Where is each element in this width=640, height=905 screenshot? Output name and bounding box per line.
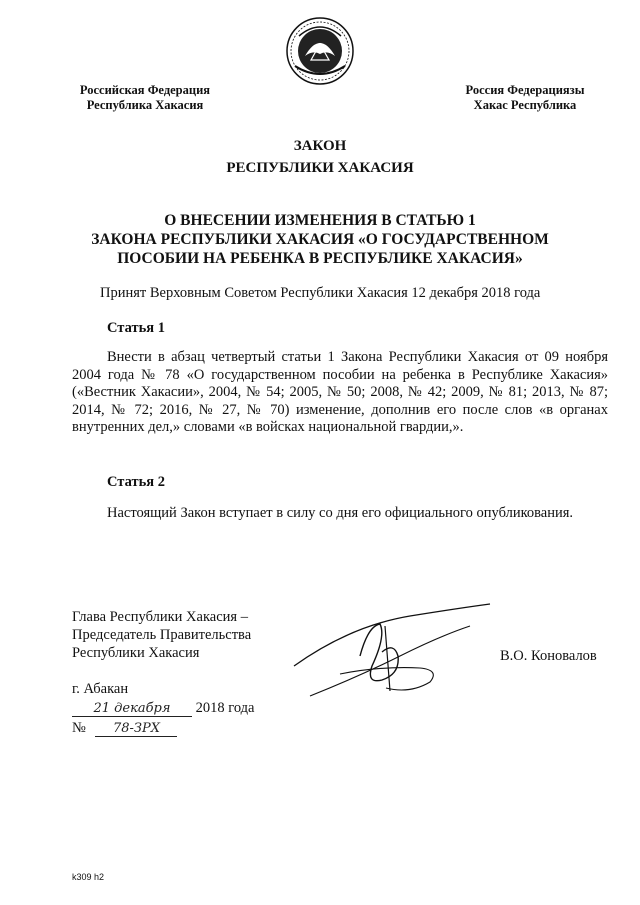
- date-line: [72, 700, 254, 717]
- title-line1: О ВНЕСЕНИИ ИЗМЕНЕНИЯ В СТАТЬЮ 1: [164, 212, 476, 229]
- date-year: 2018 года: [195, 700, 255, 716]
- coat-of-arms-emblem: [285, 16, 355, 86]
- place-of-signing: г. Абакан: [72, 681, 129, 697]
- header-right-line1: Россия Федерациязы: [465, 83, 585, 97]
- article2-heading: Статья 2: [107, 474, 165, 490]
- signer-line3: Республики Хакасия: [72, 645, 200, 661]
- article1-heading: Статья 1: [107, 320, 165, 336]
- title-line2: ЗАКОНА РЕСПУБЛИКИ ХАКАСИЯ «О ГОСУДАРСТВЕННОМ: [91, 231, 549, 248]
- footer-code: k309 h2: [72, 872, 105, 882]
- header-left-line1: Российская Федерация: [79, 83, 211, 97]
- document-title: [80, 211, 560, 268]
- signer-line2: Председатель Правительства: [72, 627, 252, 643]
- number-prefix: №: [72, 720, 86, 736]
- signer-title: [72, 608, 251, 662]
- law-subheading: РЕСПУБЛИКИ ХАКАСИЯ: [226, 160, 414, 176]
- header-left: [60, 83, 230, 113]
- article2-text: Настоящий Закон вступает в силу со дня его официального опубликования.: [107, 505, 574, 521]
- adoption-note: Принят Верховным Советом Республики Хакасия 12 декабря 2018 года: [100, 285, 541, 301]
- law-heading: ЗАКОН: [293, 138, 347, 154]
- signer-name: В.О. Коновалов: [500, 648, 597, 664]
- number-line: [72, 720, 177, 737]
- signer-line1: Глава Республики Хакасия –: [72, 609, 248, 625]
- header-right-line2: Хакас Республика: [473, 98, 577, 112]
- handwritten-date: 21 декабря: [72, 701, 192, 717]
- title-line3: ПОСОБИИ НА РЕБЕНКА В РЕСПУБЛИКЕ ХАКАСИЯ»: [117, 250, 523, 267]
- handwritten-signature: [290, 596, 500, 706]
- article1-text: Внести в абзац четвертый статьи 1 Закона Республики Хакасия от 09 ноября 2004 года № 78 «О государственном пособии на ребенка в Республике Хакасия» («Вестник Хакасии», 2004, № 54; 2005, № 50; 2008, № 42; 2009, № 81; 2013, № 87; 2014, № 72; 2016, № 27, № 70) изменение, дополнив его после слов «в органах внутренних дел,» словами «в войсках национальной гвардии,».: [72, 349, 608, 435]
- header-right: [440, 83, 610, 113]
- header-left-line2: Республика Хакасия: [86, 98, 204, 112]
- handwritten-number: 78-ЗРХ: [95, 721, 177, 737]
